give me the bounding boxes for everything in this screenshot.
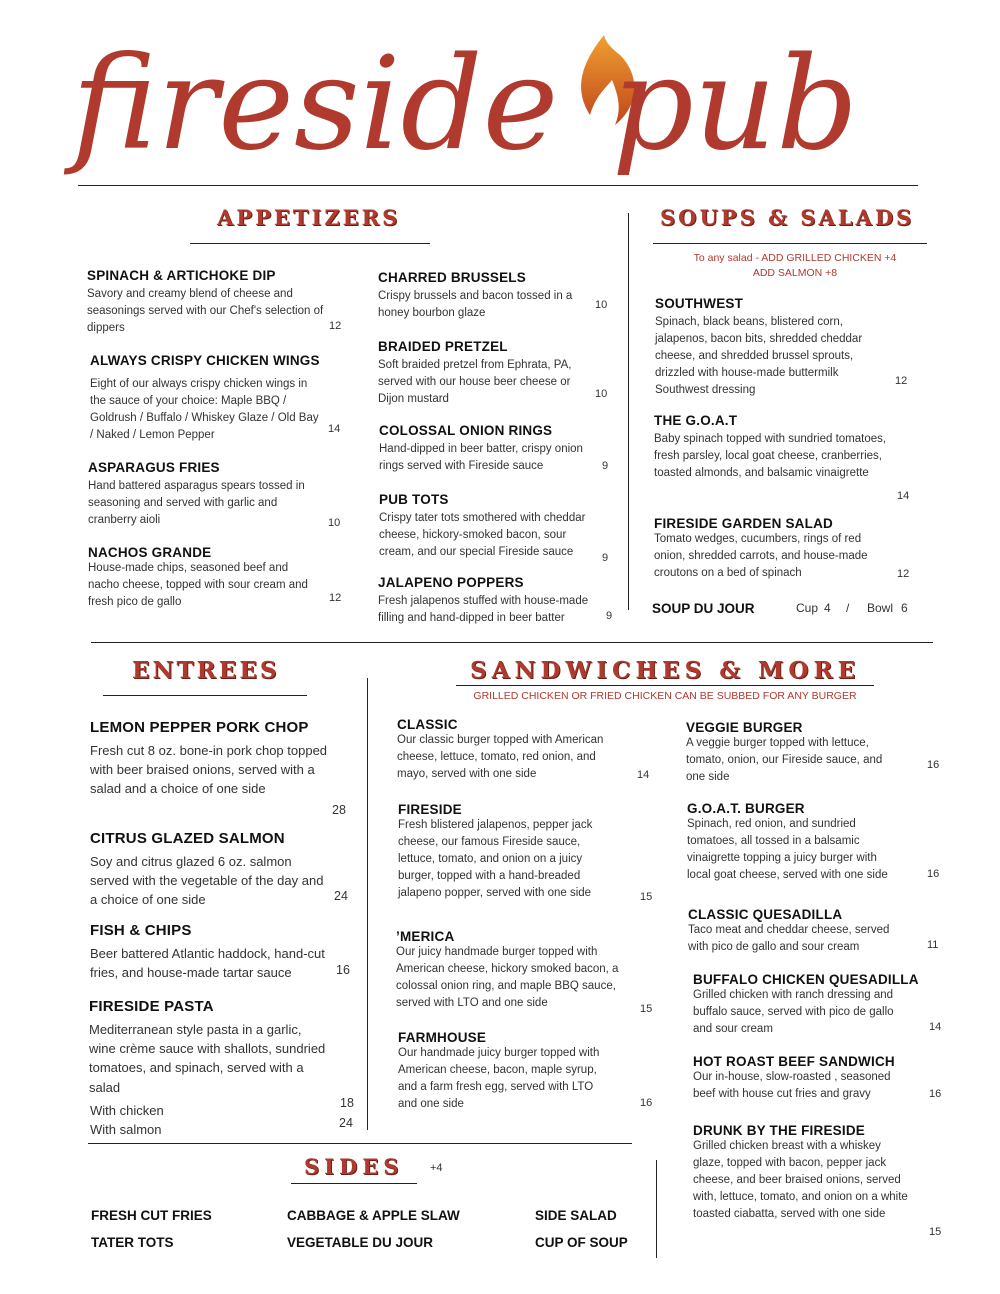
- sides-underline: [291, 1183, 417, 1184]
- item-price: 15: [929, 1226, 942, 1238]
- menu-item: [88, 545, 318, 611]
- item-price: 24: [334, 889, 348, 903]
- menu-item: [396, 929, 624, 1012]
- item-description: Crispy tater tots smothered with cheddar cheese, hickory-smoked bacon, sour cream, and our special Fireside sauce: [379, 512, 586, 558]
- item-price: 9: [602, 460, 609, 472]
- menu-item: [87, 268, 327, 337]
- item-description: Hand battered asparagus spears tossed in seasoning and served with garlic and cranberry aioli: [88, 480, 305, 526]
- menu-item: [90, 719, 330, 799]
- item-description: Spinach, black beans, blistered corn, jalapenos, bacon bits, shredded cheddar cheese, and shredded brussel sprouts, drizzled with house-made buttermilk Southwest dressing: [655, 316, 863, 396]
- side-item: TATER TOTS: [91, 1235, 174, 1250]
- item-description: Beer battered Atlantic haddock, hand-cut fries, and house-made tartar sauce: [90, 946, 325, 981]
- section-title-entrees: ENTREES: [132, 657, 280, 684]
- menu-item: [90, 353, 322, 444]
- item-name: BRAIDED PRETZEL: [378, 339, 508, 354]
- salad-addon-note: To any salad - ADD GRILLED CHICKEN +4 ADD SALMON +8: [693, 252, 897, 279]
- menu-item: [398, 1030, 613, 1113]
- middle-divider: [91, 642, 933, 643]
- item-name: CLASSIC QUESADILLA: [688, 907, 843, 922]
- soup-cup-label: Cup: [796, 601, 819, 615]
- item-price: 16: [927, 759, 940, 771]
- item-description: Our juicy handmade burger topped with American cheese, hickory smoked bacon, a colossal onion ring, and maple BBQ sauce, served with LTO and one side: [396, 946, 619, 1009]
- item-name: VEGGIE BURGER: [686, 720, 803, 735]
- logo-word-pub: pub: [611, 30, 859, 179]
- item-name: COLOSSAL ONION RINGS: [379, 423, 553, 438]
- soup-separator: /: [846, 601, 850, 615]
- item-price: 24: [339, 1116, 353, 1130]
- sides-price: +4: [430, 1162, 443, 1174]
- entrees-underline: [103, 695, 307, 696]
- item-price: 16: [927, 868, 940, 880]
- item-name: THE G.O.A.T: [654, 413, 738, 428]
- menu-item: [89, 998, 329, 1097]
- menu-item: [90, 922, 330, 982]
- sides-divider: [88, 1143, 632, 1144]
- menu-item: [379, 492, 601, 561]
- column-divider: [367, 678, 368, 1130]
- item-description: Fresh blistered jalapenos, pepper jack cheese, our famous Fireside sauce, lettuce, tomato, and onion on a juicy burger, topped with a hand-breaded jalapeno popper, served with one side: [398, 819, 593, 899]
- item-description: Spinach, red onion, and sundried tomatoes, all tossed in a balsamic vinaigrette topping a juicy burger with local goat cheese, served with one side: [687, 818, 888, 881]
- item-description: Mediterranean style pasta in a garlic, wine crème sauce with shallots, sundried tomatoes, and spinach, served with a salad: [89, 1022, 326, 1095]
- item-name: CITRUS GLAZED SALMON: [90, 830, 285, 847]
- item-description: Baby spinach topped with sundried tomatoes, fresh parsley, local goat cheese, cranberries, toasted almonds, and balsamic vinaigrette: [654, 433, 887, 479]
- item-name: LEMON PEPPER PORK CHOP: [90, 719, 309, 736]
- menu-item: [686, 720, 901, 786]
- menu-item: [397, 717, 625, 783]
- item-price: 10: [328, 517, 341, 529]
- item-name: CHARRED BRUSSELS: [378, 270, 526, 285]
- item-price: 16: [929, 1088, 942, 1100]
- item-description: Fresh jalapenos stuffed with house-made filling and hand-dipped in beer batter: [378, 595, 589, 624]
- item-name: ’MERICA: [396, 929, 455, 944]
- menu-item: [687, 801, 902, 884]
- item-description: Soft braided pretzel from Ephrata, PA, served with our house beer cheese or Dijon mustard: [378, 359, 572, 405]
- item-description: Tomato wedges, cucumbers, rings of red onion, shredded carrots, and house-made croutons on a bed of spinach: [654, 533, 868, 579]
- item-description: Our in-house, slow-roasted , seasoned beef with house cut fries and gravy: [693, 1071, 891, 1100]
- side-item: VEGETABLE DU JOUR: [287, 1235, 434, 1250]
- menu-item: [378, 575, 603, 627]
- item-price: 16: [336, 963, 350, 977]
- item-price: 14: [328, 423, 341, 435]
- item-price: 12: [895, 375, 908, 387]
- menu-item: [378, 339, 593, 408]
- item-name: ASPARAGUS FRIES: [88, 460, 220, 475]
- menu-item: [379, 423, 599, 475]
- item-price: 10: [595, 388, 608, 400]
- side-item: CABBAGE & APPLE SLAW: [287, 1208, 460, 1223]
- item-price: 10: [595, 299, 608, 311]
- item-name: DRUNK BY THE FIRESIDE: [693, 1123, 865, 1138]
- pasta-option-chicken: With chicken: [90, 1103, 164, 1118]
- menu-item: [693, 1123, 911, 1223]
- item-name: FIRESIDE GARDEN SALAD: [654, 516, 833, 531]
- item-description: Our handmade juicy burger topped with American cheese, bacon, maple syrup, and a farm fresh egg, served with LTO and one side: [398, 1047, 600, 1110]
- section-title-soups-salads: SOUPS & SALADS: [660, 205, 915, 230]
- menu-item: [655, 296, 885, 399]
- item-price: 12: [329, 320, 342, 332]
- item-name: ALWAYS CRISPY CHICKEN WINGS: [90, 353, 320, 368]
- column-divider: [628, 213, 629, 610]
- item-description: Savory and creamy blend of cheese and seasonings served with our Chef's selection of dippers: [87, 288, 324, 334]
- menu-item: [398, 802, 613, 902]
- menu-item: [693, 1054, 908, 1103]
- item-description: Eight of our always crispy chicken wings in the sauce of your choice: Maple BBQ / Goldrush / Buffalo / Whiskey Glaze / Old Bay / Naked / Lemon Pepper: [90, 378, 319, 441]
- menu-item: [88, 460, 318, 529]
- soup-cup-price: 4: [824, 601, 831, 615]
- pasta-option-salmon: With salmon: [90, 1122, 162, 1137]
- logo-word-fireside: fireside: [71, 30, 559, 179]
- sandwiches-underline: [456, 685, 874, 686]
- item-name: PUB TOTS: [379, 492, 449, 507]
- item-price: 12: [897, 568, 910, 580]
- menu-item: [654, 516, 889, 582]
- item-name: FARMHOUSE: [398, 1030, 487, 1045]
- item-name: BUFFALO CHICKEN QUESADILLA: [693, 972, 919, 987]
- item-name: HOT ROAST BEEF SANDWICH: [693, 1054, 895, 1069]
- item-description: Hand-dipped in beer batter, crispy onion rings served with Fireside sauce: [379, 443, 583, 472]
- section-title-sandwiches: SANDWICHES & MORE: [470, 657, 861, 684]
- item-price: 15: [640, 891, 653, 903]
- column-divider: [656, 1160, 657, 1258]
- item-name: FIRESIDE: [398, 802, 462, 817]
- item-description: Taco meat and cheddar cheese, served with pico de gallo and sour cream: [688, 924, 890, 953]
- item-name: NACHOS GRANDE: [88, 545, 212, 560]
- item-price: 16: [640, 1097, 653, 1109]
- sandwich-sub-note: GRILLED CHICKEN OR FRIED CHICKEN CAN BE SUBBED FOR ANY BURGER: [473, 690, 857, 702]
- menu-item: [693, 972, 919, 1038]
- section-title-sides: SIDES: [304, 1154, 404, 1179]
- item-price: 14: [897, 490, 910, 502]
- item-name: FISH & CHIPS: [90, 922, 192, 939]
- side-item: CUP OF SOUP: [535, 1235, 628, 1250]
- item-description: Grilled chicken breast with a whiskey glaze, topped with bacon, pepper jack cheese, and beer braised onions, served with, lettuce, tomato, and onion on a white toasted ciabatta, served with one side: [693, 1140, 908, 1220]
- item-name: G.O.A.T. BURGER: [687, 801, 805, 816]
- fireside-pub-logo: [0, 20, 1000, 195]
- item-description: Our classic burger topped with American cheese, lettuce, tomato, red onion, and mayo, served with one side: [397, 734, 604, 780]
- item-price: 18: [340, 1096, 354, 1110]
- item-price: 28: [332, 803, 346, 817]
- soup-bowl-label: Bowl: [867, 601, 894, 615]
- soup-du-jour-name: SOUP DU JOUR: [652, 601, 755, 616]
- item-name: SPINACH & ARTICHOKE DIP: [87, 268, 276, 283]
- item-description: House-made chips, seasoned beef and nacho cheese, topped with sour cream and fresh pico de gallo: [88, 562, 308, 608]
- item-price: 15: [640, 1003, 653, 1015]
- item-price: 14: [929, 1021, 942, 1033]
- item-name: CLASSIC: [397, 717, 458, 732]
- appetizers-underline: [190, 243, 430, 244]
- item-description: Fresh cut 8 oz. bone-in pork chop topped with beer braised onions, served with a salad and a choice of one side: [90, 743, 328, 797]
- soups-underline: [653, 243, 927, 244]
- side-item: SIDE SALAD: [535, 1208, 617, 1223]
- item-price: 12: [329, 592, 342, 604]
- menu-item: [378, 270, 593, 322]
- item-description: A veggie burger topped with lettuce, tomato, onion, our Fireside sauce, and one side: [686, 737, 883, 783]
- item-description: Soy and citrus glazed 6 oz. salmon served with the vegetable of the day and a choice of one side: [90, 854, 324, 908]
- item-description: Grilled chicken with ranch dressing and buffalo sauce, served with pico de gallo and sour cream: [693, 989, 894, 1035]
- item-name: JALAPENO POPPERS: [378, 575, 524, 590]
- side-item: FRESH CUT FRIES: [91, 1208, 212, 1223]
- menu-item: [654, 413, 889, 482]
- item-price: 14: [637, 769, 650, 781]
- item-price: 11: [927, 939, 939, 951]
- soup-bowl-price: 6: [901, 601, 908, 615]
- top-divider: [78, 185, 918, 186]
- menu-item: [90, 830, 330, 910]
- item-name: FIRESIDE PASTA: [89, 998, 214, 1015]
- menu-item: [688, 907, 908, 956]
- section-title-appetizers: APPETIZERS: [217, 205, 401, 230]
- item-price: 9: [606, 610, 613, 622]
- item-description: Crispy brussels and bacon tossed in a honey bourbon glaze: [378, 290, 573, 319]
- item-name: SOUTHWEST: [655, 296, 744, 311]
- item-price: 9: [602, 552, 609, 564]
